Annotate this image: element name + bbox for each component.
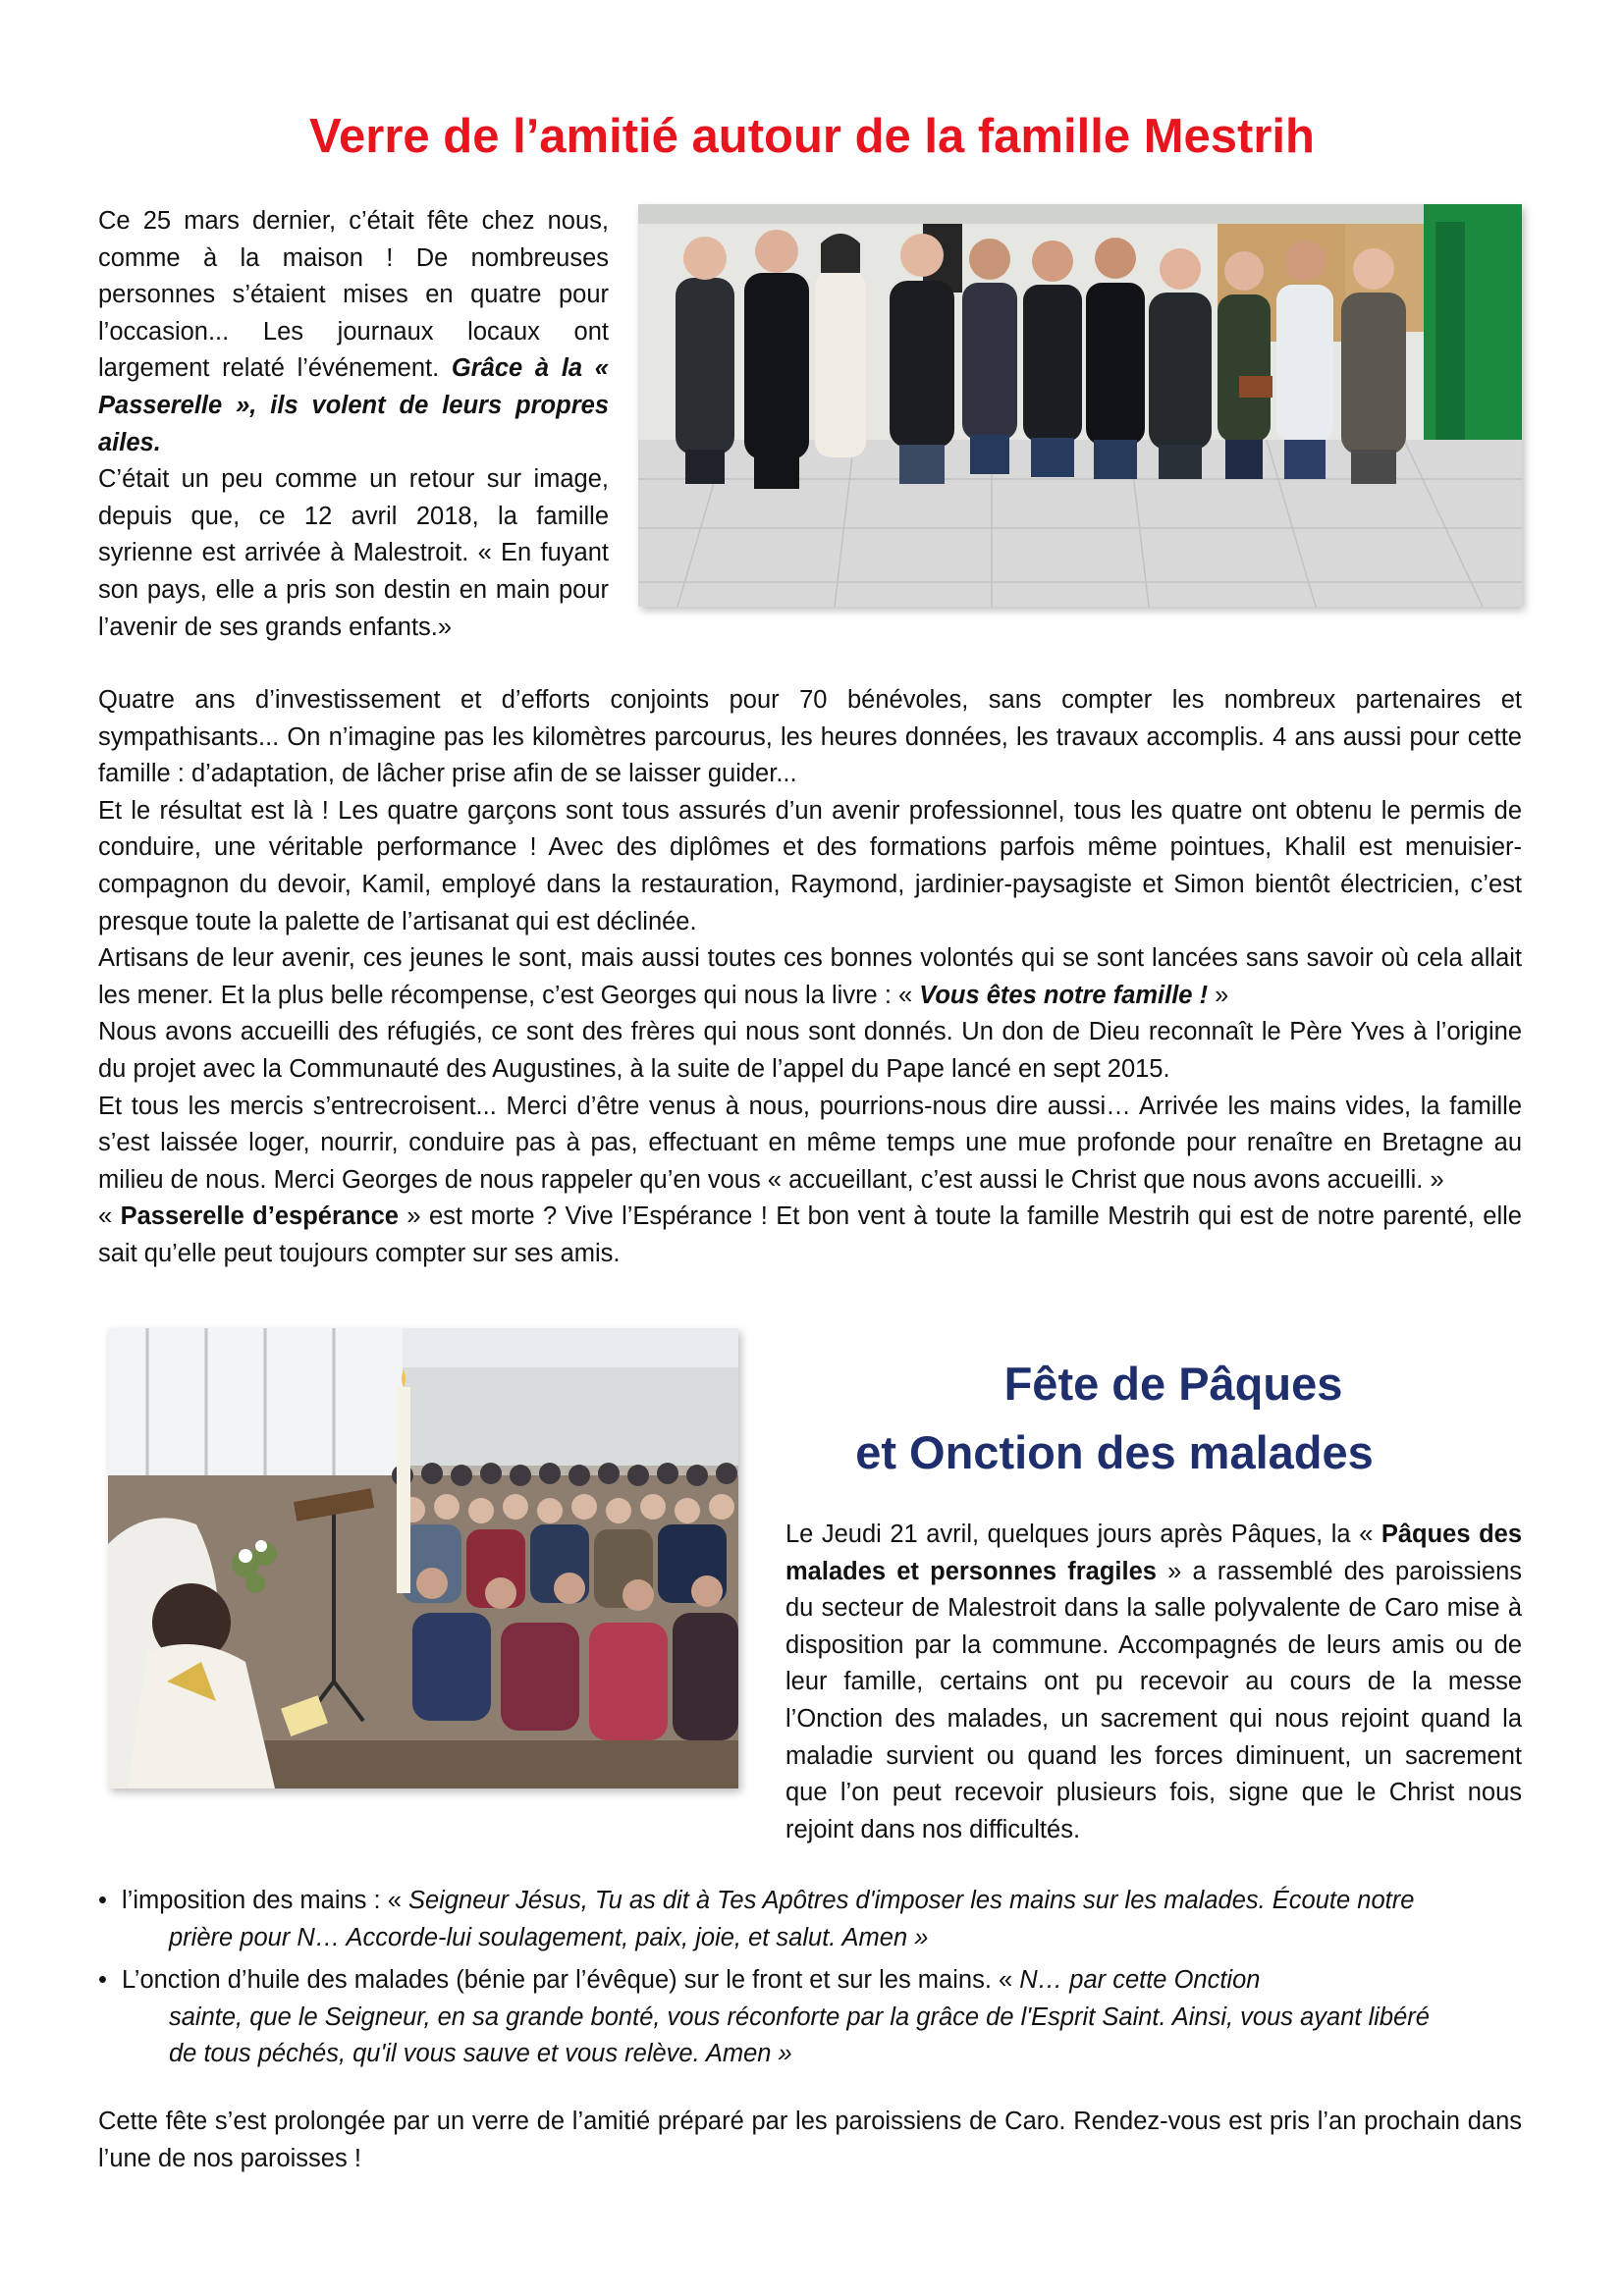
paragraph-result: Et le résultat est là ! Les quatre garçons sont tous assurés d’un avenir professionnel, tous les quatre ont obtenu le permis de conduire, une véritable performance ! Avec des diplômes et des formations parfois même pointues, Khalil est menuisier-compagnon du devoir, Kamil, employé dans la restauration, Raymond, jardinier-paysagiste et Simon bientôt électricien, c’est presque toute la palette de l’artisanat qui est déclinée. [98,796,1522,935]
article-title-easter [766,1350,1522,1487]
easter-mass-photo [108,1328,738,1789]
intro-paragraph [98,203,609,646]
group-photo-image [638,204,1522,607]
easter-paragraph: Le Jeudi 21 avril, quelques jours après Pâques, la « Pâques des malades et personnes fragiles » a rassemblé des paroissiens du secteur de Malestroit dans la salle polyvalente de Caro mise à disposition par la commune. Accompagnés de leurs amis ou de leur famille, certains ont pu recevoir au cours de la messe l’Onction des malades, un sacrement qui nous rejoint quand la maladie survient ou quand les forces diminuent, un sacrement que l’on peut recevoir plusieurs fois, signe que le Christ nous rejoint dans nos difficultés. [785,1521,1523,1843]
easter-event-name: Pâques des malades et personnes fragiles [785,1521,1523,1585]
closing-paragraph: Cette fête s’est prolongée par un verre de l’amitié préparé par les paroissiens de Caro. Rendez-vous est pris l’an prochain dans l’une de nos paroisses ! [98,2108,1522,2172]
paragraph-passerelle: « Passerelle d’espérance » est morte ? Vive l’Espérance ! Et bon vent à toute la famille Mestrih qui est de notre parenté, elle sait qu’elle peut toujours compter sur ses amis. [98,1202,1522,1267]
easter-title-line-2: et Onction des malades [855,1426,1374,1478]
article-body [98,682,1522,1273]
paragraph-refugees: Nous avons accueilli des réfugiés, ce sont des frères qui nous sont donnés. Un don de Dieu reconnaît le Père Yves à l’origine du projet avec la Communauté des Augustines, à la suite de l’appel du Pape lancé en sept 2015. [98,1018,1522,1083]
bullet-symbol: • [98,1966,107,1995]
bullet-symbol: • [98,1887,107,1914]
group-photo-mestrih [638,204,1522,607]
easter-mass-image [108,1328,738,1789]
quote-famille: Vous êtes notre famille ! [919,981,1209,1009]
anointing-rites-list [98,1883,1522,2073]
list-item-imposition: • l’imposition des mains : « Seigneur Jésus, Tu as dit à Tes Apôtres d'imposer les mains sur les malades. Écoute notre prière pour N… Accorde-lui soulagement, paix, joie, et salut. Amen » [98,1883,1522,1956]
intro-text-2: C’était un peu comme un retour sur image, depuis que, ce 12 avril 2018, la famille syrienne est arrivée à Malestroit. « En fuyant son pays, elle a pris son destin en main pour l’avenir de ses grands enfants.» [98,465,609,641]
paragraph-investment: Quatre ans d’investissement et d’efforts conjoints pour 70 bénévoles, sans compter les nombreux partenaires et sympathisants... On n’imagine pas les kilomètres parcourus, les heures données, les travaux accomplis. 4 ans aussi pour cette famille : d’adaptation, de lâcher prise afin de se laisser guider... [98,686,1522,788]
article-title-mestrih: Verre de l’amitié autour de la famille Mestrih [309,110,1315,163]
passerelle-name: Passerelle d’espérance [120,1202,399,1231]
intro-emphasis: Grâce à la « Passerelle », ils volent de leurs propres ailes. [98,354,609,456]
intro-text-1: Ce 25 mars dernier, c’était fête chez nous, comme à la maison ! De nombreuses personnes s’étaient mises en quatre pour l’occasion... Les journaux locaux ont largement relaté l’événement. Grâce à la « Passerelle », ils volent de leurs propres ailes. [98,207,609,456]
paragraph-artisans: Artisans de leur avenir, ces jeunes le sont, mais aussi toutes ces bonnes volontés qui se sont lancées sans savoir où cela allait les mener. Et la plus belle récompense, c’est Georges qui nous la livre : « Vous êtes notre famille ! » [98,944,1522,1009]
easter-title-line-1: Fête de Pâques [1003,1358,1343,1410]
paragraph-thanks: Et tous les mercis s’entrecroisent... Merci d’être venus à nous, pourrions-nous dire aussi… Arrivée les mains vides, la famille s’est laissée loger, nourrir, conduire pas à pas, effectuant en même temps une mue profonde pour renaître en Bretagne au milieu de nous. Merci Georges de nous rappeler qu’en vous « accueillant, c’est aussi le Christ que nous avons accueilli. » [98,1092,1522,1194]
list-item-onction: • L’onction d’huile des malades (bénie par l’évêque) sur le front et sur les mains. « N… par cette Onction sainte, que le Seigneur, en sa grande bonté, vous réconforte par la grâce de l'Esprit Saint. Ainsi, vous ayant libéré de tous péchés, qu'il vous sauve et vous relève. Amen » [98,1962,1522,2073]
